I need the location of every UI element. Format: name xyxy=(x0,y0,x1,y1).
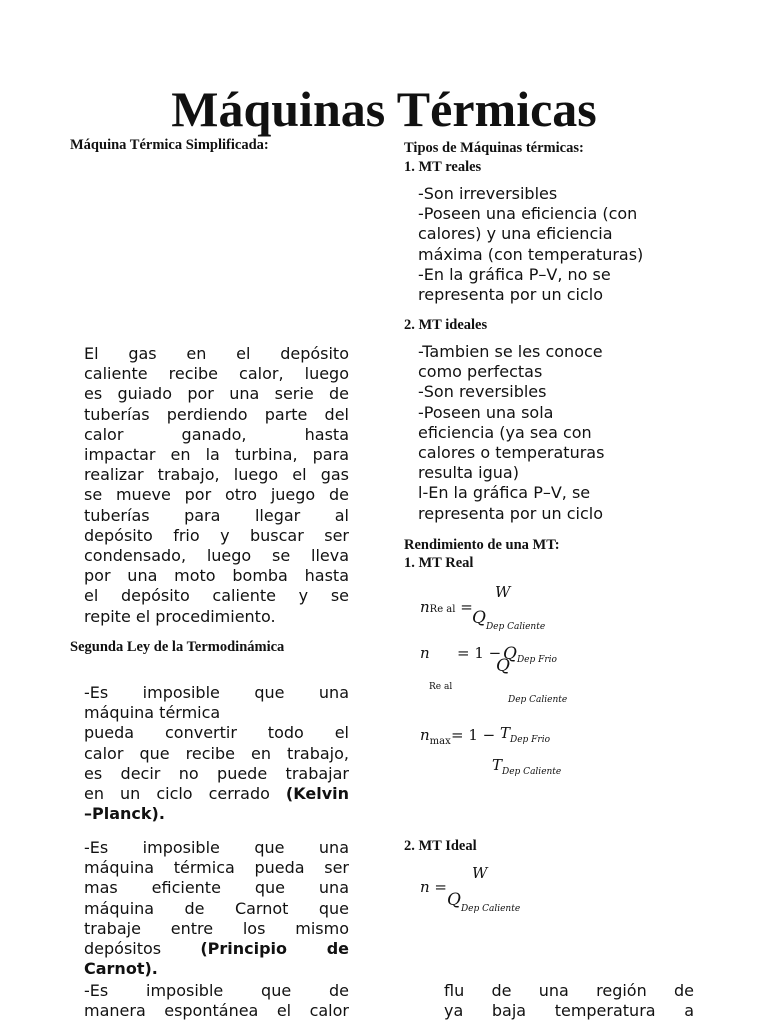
ideal-heading: 2. MT ideales xyxy=(404,317,488,333)
real-point: -En la gráfica P–V, no se xyxy=(418,264,611,284)
spontaneous-statement xyxy=(84,981,349,1021)
yield-heading: Rendimiento de una MT: xyxy=(404,537,560,553)
gas-line: El gas en el depósito xyxy=(84,344,349,363)
kelvin-line: es decir no puede trabajar xyxy=(84,763,349,783)
bottom-line: flu de una región de xyxy=(444,981,694,1000)
real-point: calores) y una eficiencia xyxy=(418,224,613,244)
gas-line: es guiado por una serie de xyxy=(84,384,349,404)
gas-line: se mueve por otro juego de xyxy=(84,485,349,505)
gas-line: tuberías para llegar al xyxy=(84,505,349,525)
carnot-line: trabaje entre los mismo xyxy=(84,918,349,938)
ideal-point: resulta igua) xyxy=(418,463,519,483)
real-point: máxima (con temperaturas) xyxy=(418,244,644,264)
formula4-denominator xyxy=(447,890,521,914)
real-point: -Poseen una eficiencia (con xyxy=(418,204,638,224)
bottom-right-text xyxy=(444,981,694,1021)
carnot-line: máquina térmica pueda ser xyxy=(84,858,349,878)
formula1-n: n xyxy=(420,598,430,616)
gas-paragraph xyxy=(84,344,349,627)
gas-line: realizar trabajo, luego el gas xyxy=(84,465,349,485)
formula3-n: n xyxy=(420,726,430,744)
ideal-points xyxy=(418,342,688,524)
types-heading: Tipos de Máquinas térmicas: xyxy=(404,140,584,156)
formula3-T-top: T xyxy=(500,724,511,742)
formula3-T-bottom: T xyxy=(492,756,503,774)
formula3-one-minus xyxy=(451,726,495,744)
kelvin-planck-statement xyxy=(84,683,349,824)
ideal-point: -Tambien se les conoce xyxy=(418,342,603,361)
ideal-point: calores o temperaturas xyxy=(418,443,605,463)
formula2-dep-frio: Dep Frio xyxy=(516,655,557,665)
formula1-eq: = xyxy=(460,598,473,616)
yield-ideal-heading: 2. MT Ideal xyxy=(404,838,477,854)
gas-line: calor ganado, hasta xyxy=(84,424,349,444)
real-point: representa por un ciclo xyxy=(418,285,604,305)
gas-line: por una moto bomba hasta xyxy=(84,566,349,586)
simplified-heading: Máquina Térmica Simplificada: xyxy=(70,137,269,153)
formula2-one-minus xyxy=(457,644,501,662)
gas-line: el depósito caliente y se xyxy=(84,586,349,606)
ideal-point: como perfectas xyxy=(418,362,543,382)
kelvin-line: máquina térmica xyxy=(84,703,221,723)
spontaneous-line: -Es imposible que de xyxy=(84,981,349,1000)
formula1-sub: Re al xyxy=(429,604,456,615)
formula1-numerator: W xyxy=(495,583,511,601)
carnot-line: depósitos xyxy=(84,939,162,959)
kelvin-line: calor que recibe en trabajo, xyxy=(84,743,349,763)
carnot-line-with-tag xyxy=(84,939,349,959)
formula2-Q-top: Q xyxy=(503,644,517,664)
formula2-Q-bottom: Q xyxy=(496,656,510,676)
formula2-one: = 1 − xyxy=(457,644,502,662)
formula3-one: = 1 − xyxy=(451,726,496,744)
bottom-line: ya baja temperatura a xyxy=(444,1001,694,1021)
formula4-dep-caliente: Dep Caliente xyxy=(460,904,521,914)
gas-line: impactar en la turbina, para xyxy=(84,445,349,465)
kelvin-tag-part1: (Kelvin xyxy=(285,784,349,804)
real-points xyxy=(418,184,688,305)
gas-line: tuberías perdiendo parte del xyxy=(84,404,349,424)
real-point: -Son irreversibles xyxy=(418,184,558,203)
formula2-dep-caliente: Dep Caliente xyxy=(508,695,568,705)
second-law-heading: Segunda Ley de la Termodinámica xyxy=(70,639,285,655)
formula2-sub: Re al xyxy=(429,682,453,692)
formula3-numerator xyxy=(500,724,551,745)
formula3-dep-caliente: Dep Caliente xyxy=(502,767,562,777)
carnot-tag-part2: Carnot). xyxy=(84,959,158,979)
real-heading: 1. MT reales xyxy=(404,159,482,175)
spontaneous-line: manera espontánea el calor xyxy=(84,1001,349,1021)
formula4-n-eq: n = xyxy=(420,878,447,896)
formula2-n: n xyxy=(420,644,430,662)
ideal-point: -Son reversibles xyxy=(418,382,547,402)
formula1-Q: Q xyxy=(472,608,486,628)
page-title: Máquinas Térmicas xyxy=(171,81,597,137)
carnot-tag-part1: (Principio de xyxy=(200,939,349,959)
gas-line: caliente recibe calor, luego xyxy=(84,364,349,384)
kelvin-line: en un ciclo cerrado xyxy=(84,784,270,804)
formula4-Q: Q xyxy=(447,890,461,910)
carnot-line: máquina de Carnot que xyxy=(84,898,349,918)
formula4-lhs xyxy=(420,878,447,896)
formula3-denominator xyxy=(492,756,562,777)
formula3-dep-frio: Dep Frio xyxy=(510,735,551,745)
gas-line: depósito frio y buscar ser xyxy=(84,525,349,545)
formula1-dep-caliente: Dep Caliente xyxy=(485,622,546,632)
formula3-lhs xyxy=(420,726,451,747)
formula1-denominator xyxy=(472,608,546,632)
ideal-point: l-En la gráfica P–V, se xyxy=(418,483,591,503)
ideal-point: -Poseen una sola xyxy=(418,402,554,422)
carnot-line: -Es imposible que una xyxy=(84,838,349,857)
formula4-numerator: W xyxy=(472,864,488,882)
gas-line: condensado, luego se lleva xyxy=(84,546,349,566)
kelvin-line-with-tag xyxy=(84,784,349,804)
kelvin-line: -Es imposible que una xyxy=(84,683,349,702)
ideal-point: eficiencia (ya sea con xyxy=(418,422,592,442)
yield-real-heading: 1. MT Real xyxy=(404,555,474,571)
gas-line: repite el procedimiento. xyxy=(84,606,276,626)
kelvin-line: pueda convertir todo el xyxy=(84,723,349,743)
formula3-sub: max xyxy=(429,736,451,747)
formula2-numerator xyxy=(503,644,557,664)
kelvin-tag-part2: –Planck). xyxy=(84,804,165,824)
carnot-line: mas eficiente que una xyxy=(84,878,349,898)
ideal-point: representa por un ciclo xyxy=(418,503,604,523)
carnot-statement xyxy=(84,838,349,979)
formula1-lhs xyxy=(420,598,473,616)
